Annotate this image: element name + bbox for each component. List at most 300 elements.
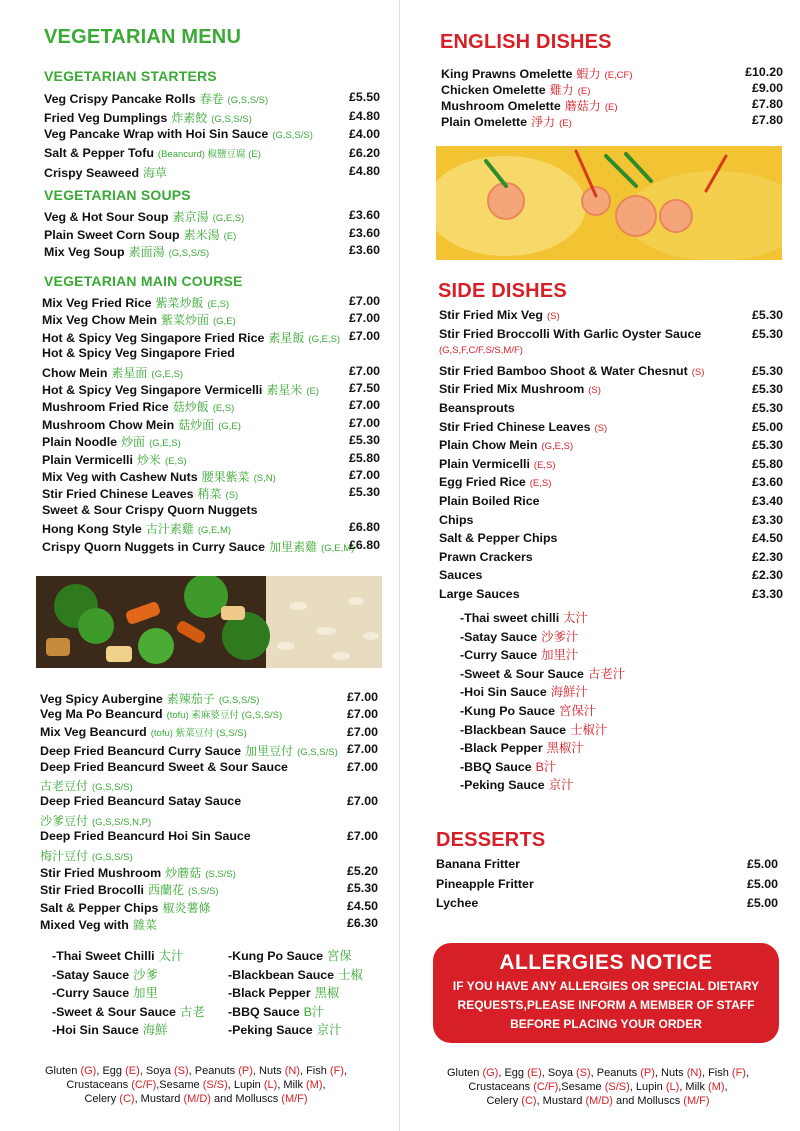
sauce-option-chinese-name: B汁: [535, 759, 557, 774]
menu-item-name: Veg Ma Po Beancurd: [40, 707, 163, 722]
allergies-notice-line1: IF YOU HAVE ANY ALLERGIES OR SPECIAL DIETARY: [452, 979, 760, 993]
allergen-name: ,: [322, 1079, 326, 1091]
sauce-option-name: -Peking Sauce: [460, 778, 545, 793]
sauce-option-name: -Curry Sauce: [460, 648, 538, 663]
menu-item: [40, 899, 210, 917]
menu-item-price: £2.30: [751, 568, 783, 583]
menu-item: [439, 401, 515, 419]
allergies-notice: [433, 943, 779, 1043]
menu-item-name: Egg Fried Rice: [439, 475, 526, 490]
sauce-option-name: -Peking Sauce: [228, 1023, 313, 1037]
menu-item-allergen-codes: (S): [588, 385, 601, 397]
menu-item-chinese-name: 海草: [143, 166, 168, 180]
menu-item-allergen-codes: (E,S): [207, 299, 230, 310]
menu-item-price: £3.30: [751, 587, 783, 601]
sauce-option: [460, 738, 584, 756]
menu-item-name: Crispy Quorn Nuggets in Curry Sauce: [42, 539, 266, 554]
sauce-option: [460, 664, 625, 682]
menu-item-allergen-codes: (E): [577, 86, 591, 97]
menu-item-price: £7.00: [346, 794, 378, 809]
menu-item-chinese-name: 古汁素雞: [145, 522, 194, 537]
menu-item-price: £7.00: [348, 328, 380, 343]
menu-item: [42, 416, 241, 434]
menu-item-name: Deep Fried Beancurd Curry Sauce: [40, 744, 242, 759]
menu-item-allergen-codes: (E,S): [533, 459, 556, 471]
menu-item-name: Large Sauces: [439, 587, 520, 601]
allergen-name: Celery: [486, 1095, 522, 1107]
allergen-legend-lines-right: [428, 1066, 768, 1108]
menu-item-chinese-name: 西蘭花: [147, 883, 184, 898]
menu-item-chinese-name: 紫菜炒面: [160, 313, 209, 328]
main-course-heading: VEGETARIAN MAIN COURSE: [44, 273, 243, 289]
menu-item: [42, 485, 238, 503]
sauce-option: [52, 1002, 205, 1020]
menu-item-chinese-name: 炒面: [121, 435, 146, 450]
menu-item-chinese-name: 古老豆付: [40, 779, 89, 793]
allergen-code: (P): [238, 1065, 253, 1077]
menu-item-chinese-name: 素星飯: [268, 330, 305, 345]
menu-item-chinese-name: 春卷: [199, 92, 224, 106]
menu-item-allergen-codes: (S): [225, 490, 239, 502]
allergen-legend-line: [26, 1092, 366, 1106]
menu-item-allergen-codes: (G,S,S/S,N,P): [92, 816, 152, 828]
menu-item: [40, 690, 259, 708]
allergen-code: (M/F): [683, 1095, 710, 1107]
allergen-name: , Mustard: [134, 1093, 184, 1105]
menu-item-price: £7.80: [751, 97, 783, 111]
menu-item-name: Mix Veg Soup: [44, 245, 125, 259]
menu-item-name: Veg Spicy Aubergine: [40, 692, 163, 706]
menu-item-allergen-codes: (E): [559, 118, 572, 129]
menu-item: [40, 794, 241, 812]
menu-item-allergen-codes: (G,E,S): [149, 438, 181, 450]
menu-item-name: Mix Veg Fried Rice: [42, 296, 152, 310]
sauce-option-name: -Blackbean Sauce: [228, 967, 335, 982]
menu-item-price: £3.60: [751, 475, 783, 490]
menu-item: [439, 568, 482, 586]
menu-item: [42, 381, 319, 399]
menu-item-chinese-name: 紫菜炒飯: [155, 296, 204, 310]
menu-item-name: Sweet & Sour Crispy Quorn Nuggets: [42, 502, 258, 517]
menu-item-allergen-codes: (G,S,S/S): [272, 130, 313, 141]
menu-item: [439, 382, 601, 400]
sauce-option-name: -Kung Po Sauce: [460, 704, 556, 718]
sauce-option-name: -BBQ Sauce: [460, 759, 532, 774]
sauce-option-name: -Thai sweet chilli: [460, 611, 560, 625]
menu-item: [439, 587, 520, 605]
allergen-code: (E): [527, 1067, 542, 1079]
menu-item-allergen-codes: (G,E,S): [212, 213, 245, 224]
menu-item-name: Stir Fried Broccolli With Garlic Oyster Sauce: [439, 326, 702, 341]
sauce-option-name: -Thai Sweet Chilli: [52, 949, 155, 963]
menu-item-chinese-name: 雜菜: [132, 918, 157, 933]
menu-item-price: £4.00: [348, 127, 380, 141]
menu-item-price: £5.00: [746, 896, 778, 910]
menu-item-name: Banana Fritter: [436, 857, 520, 871]
menu-item-name: Stir Fried Mushroom: [40, 866, 162, 880]
sauce-option-chinese-name: 古老汁: [587, 666, 626, 681]
menu-item-name: King Prawns Omelette: [441, 67, 573, 81]
allergen-code: (M/D): [183, 1093, 211, 1105]
menu-item: [42, 538, 354, 556]
allergen-code: (E): [125, 1065, 140, 1077]
sauce-option-name: -Sweet & Sour Sauce: [460, 666, 584, 681]
menu-item-allergen-codes: (E,S): [529, 478, 552, 490]
sauce-option-name: -Kung Po Sauce: [228, 949, 324, 963]
allergies-notice-line2: REQUESTS,PLEASE INFORM A MEMBER OF STAFF: [457, 998, 755, 1012]
sauce-option-chinese-name: 士椒汁: [570, 722, 608, 737]
menu-item-chinese-name: 椒炎薯條: [162, 900, 211, 915]
menu-item-allergen-codes: (G,E): [213, 316, 236, 328]
sauce-option: [228, 983, 339, 1001]
allergen-name: , Soya: [541, 1067, 576, 1079]
allergen-name: , Egg: [96, 1065, 126, 1077]
menu-item-chinese-name: 素京湯: [172, 210, 209, 224]
menu-item-allergen-codes: (S): [594, 422, 608, 434]
allergen-name: , Mustard: [536, 1095, 586, 1107]
menu-item-price: £5.30: [751, 326, 783, 341]
menu-item-price: £4.80: [348, 108, 380, 123]
allergen-code: (L): [263, 1079, 278, 1091]
menu-item-price: £5.30: [348, 485, 380, 500]
menu-item: [44, 243, 209, 261]
menu-item: [40, 916, 157, 934]
allergen-legend-right: [428, 1066, 768, 1108]
menu-item-name: Plain Sweet Corn Soup: [44, 227, 180, 242]
allergen-name: , Peanuts: [590, 1067, 641, 1079]
menu-item: [44, 226, 236, 244]
menu-item-price: £5.00: [746, 857, 778, 871]
allergen-name: Gluten: [446, 1067, 483, 1079]
allergen-code: (M): [708, 1081, 725, 1093]
menu-item-price: £5.30: [751, 363, 783, 378]
menu-item-name: Plain Vermicelli: [439, 456, 530, 471]
menu-item: [40, 777, 133, 795]
sauce-option-chinese-name: 京汁: [316, 1023, 342, 1037]
menu-item-allergen-codes: (G,S,S/S): [227, 95, 269, 106]
allergen-code: (G): [80, 1065, 97, 1077]
menu-item-price: £4.80: [348, 164, 380, 178]
menu-item-chinese-name: 腰果紫菜: [201, 470, 250, 484]
menu-item-name: Plain Vermicelli: [42, 452, 133, 467]
sauce-option-chinese-name: 海鮮汁: [550, 685, 588, 700]
sauce-option: [460, 775, 573, 793]
menu-item-chinese-name: 淨力: [531, 115, 556, 129]
prawn-omelette-photo: [436, 146, 782, 260]
allergen-code: (M/F): [281, 1093, 308, 1105]
menu-item-name: Chow Mein: [42, 365, 108, 380]
menu-item-name: Salt & Pepper Chips: [439, 531, 558, 546]
menu-item-price: £7.00: [348, 363, 380, 378]
menu-item-allergen-codes: (G,S,S/S): [168, 248, 210, 259]
menu-item-chinese-name: 素米湯: [183, 227, 220, 242]
allergen-legend-line: [26, 1078, 366, 1092]
desserts-heading: DESSERTS: [436, 829, 546, 851]
menu-item-allergen-codes: (E): [604, 102, 618, 113]
menu-item-name: Crispy Seaweed: [44, 166, 140, 180]
allergies-notice-line3: BEFORE PLACING YOUR ORDER: [510, 1017, 702, 1031]
allergen-code: (C): [521, 1095, 537, 1107]
soups-heading: VEGETARIAN SOUPS: [44, 187, 191, 203]
menu-item: [42, 329, 340, 347]
allergen-name: , Fish: [701, 1067, 732, 1079]
vegetarian-menu-title: VEGETARIAN MENU: [44, 26, 242, 48]
allergen-code: (C/F): [533, 1081, 559, 1093]
menu-item: [44, 146, 261, 164]
menu-item: [436, 857, 520, 875]
menu-item-price: £7.00: [346, 742, 378, 757]
menu-item-name: Plain Noodle: [42, 435, 118, 450]
menu-item-name: Chips: [439, 512, 474, 527]
menu-item-price: £7.00: [348, 468, 380, 482]
menu-item-price: £7.00: [348, 311, 380, 326]
allergen-name: ,: [343, 1065, 348, 1077]
menu-item-price: £5.80: [348, 450, 380, 465]
sauce-option-name: -Satay Sauce: [460, 629, 538, 644]
side-dishes-heading: SIDE DISHES: [438, 280, 567, 302]
sauce-option-name: -Black Pepper: [228, 986, 311, 1000]
menu-item-chinese-name: 菇炒飯: [172, 400, 209, 415]
allergen-name: ,: [745, 1067, 750, 1079]
sauce-option-chinese-name: 宮保汁: [559, 704, 597, 718]
allergies-notice-title: ALLERGIES NOTICE: [499, 951, 713, 974]
sauce-option-name: -Satay Sauce: [52, 967, 130, 982]
menu-item-price: £7.00: [346, 759, 378, 774]
vegetable-stirfry-photo: [36, 576, 382, 668]
menu-item-chinese-name: 素面湯: [128, 245, 165, 259]
allergen-code: (M): [306, 1079, 323, 1091]
menu-item: [42, 520, 231, 538]
menu-item: [439, 457, 556, 475]
menu-item-chinese-name: 素星面: [111, 365, 148, 380]
menu-item-price: £2.30: [751, 549, 783, 564]
menu-item-allergen-codes: (S,S/S): [205, 869, 236, 880]
menu-item: [44, 208, 244, 226]
menu-item-chinese-name: 梅汁豆付: [40, 848, 89, 863]
menu-item: [42, 398, 234, 416]
sauce-option-name: -Blackbean Sauce: [460, 722, 567, 737]
menu-item: [44, 109, 252, 127]
allergen-legend: [26, 1064, 366, 1106]
allergen-code: (M/D): [585, 1095, 613, 1107]
sauce-option: [460, 701, 596, 719]
sauce-option: [460, 608, 588, 626]
menu-item-price: £5.30: [751, 401, 783, 415]
menu-item: [436, 896, 478, 914]
menu-item-name: Plain Omelette: [441, 115, 528, 129]
menu-item-name: Plain Chow Mein: [439, 438, 538, 453]
allergen-name: , Nuts: [252, 1065, 285, 1077]
allergen-name: and Molluscs: [612, 1095, 684, 1107]
menu-item-chinese-name: 炒蘑菇: [165, 866, 202, 880]
menu-item-price: £6.80: [348, 520, 380, 535]
allergen-code: (C/F): [131, 1079, 157, 1091]
menu-item-name: Mix Veg Beancurd: [40, 724, 147, 739]
menu-item-name: Mushroom Fried Rice: [42, 400, 169, 415]
menu-item: [40, 760, 288, 778]
sauce-option-chinese-name: 太汁: [158, 949, 184, 963]
menu-item: [42, 311, 236, 329]
allergen-code: (G): [482, 1067, 499, 1079]
sauce-option: [460, 627, 578, 645]
sauce-option-name: -Sweet & Sour Sauce: [52, 1004, 176, 1019]
menu-item-allergen-codes: (G,S,S/S): [92, 782, 133, 793]
menu-item-name: Mix Veg Chow Mein: [42, 313, 157, 328]
menu-item-price: £5.00: [751, 419, 783, 434]
menu-item-allergen-codes: (S,S/S): [187, 886, 219, 898]
menu-item-allergen-codes: (S,N): [253, 473, 276, 484]
allergen-legend-line: [428, 1066, 768, 1080]
menu-item-chinese-name: 蘑菇力: [564, 99, 601, 113]
menu-item-chinese-name: 菇炒面: [178, 417, 215, 432]
menu-item-price: £5.30: [751, 438, 783, 453]
menu-item-name: Deep Fried Beancurd Sweet & Sour Sauce: [40, 759, 288, 774]
menu-item-price: £7.00: [346, 707, 378, 722]
menu-item-name: Plain Boiled Rice: [439, 494, 540, 508]
allergen-name: , Lupin: [227, 1079, 264, 1091]
menu-item: [42, 433, 181, 451]
menu-item: [439, 550, 533, 568]
menu-item-chinese-name: 炒米: [136, 452, 161, 467]
menu-item: [42, 294, 229, 312]
menu-item-chinese-name: 素星米: [266, 383, 303, 397]
menu-item-price: £5.50: [348, 90, 380, 104]
menu-item-price: £9.00: [751, 81, 783, 95]
menu-item-name: Veg Pancake Wrap with Hoi Sin Sauce: [44, 127, 269, 141]
menu-item-name: Mix Veg with Cashew Nuts: [42, 470, 198, 484]
menu-item-allergen-codes: (E,CF): [604, 70, 633, 81]
menu-item-price: £5.00: [746, 876, 778, 891]
menu-item-allergen-codes: (G,S,S/S): [297, 747, 338, 759]
menu-item: [439, 364, 704, 382]
menu-item-name: Hot & Spicy Veg Singapore Vermicelli: [42, 383, 263, 397]
sauce-option: [52, 965, 158, 983]
menu-item-allergen-codes: (G,S,S/S): [92, 851, 133, 863]
sauce-option-chinese-name: 沙爹汁: [541, 629, 579, 644]
menu-item-allergen-codes: (G,E,S): [151, 368, 184, 380]
menu-item-name: Hot & Spicy Veg Singapore Fried: [42, 346, 235, 361]
menu-item: [42, 451, 187, 469]
menu-item-name: Salt & Pepper Tofu: [44, 145, 154, 160]
menu-item: [439, 494, 540, 512]
menu-item-name: Deep Fried Beancurd Satay Sauce: [40, 794, 242, 809]
menu-item-allergen-codes: (G,S,F,C/F,S/S,M/F): [439, 345, 523, 357]
sauce-option: [228, 1002, 324, 1020]
menu-item-price: £7.80: [751, 113, 783, 127]
allergen-legend-line: [428, 1080, 768, 1094]
menu-item-price: £3.60: [348, 243, 380, 257]
menu-item-chinese-name: 加里豆付: [245, 744, 294, 759]
menu-item-name: Stir Fried Mix Mushroom: [439, 382, 585, 397]
menu-item-chinese-name: 沙爹豆付: [40, 813, 89, 828]
menu-item-allergen-codes: (E,S): [164, 455, 187, 467]
menu-item-name: Mushroom Omelette: [441, 99, 561, 113]
sauce-option: [460, 645, 578, 663]
allergen-code: (S): [174, 1065, 189, 1077]
allergen-name: , Nuts: [654, 1067, 687, 1079]
sauce-option-chinese-name: 加里汁: [541, 648, 579, 663]
menu-item-price: £10.20: [745, 65, 783, 79]
allergen-name: ,Sesame: [558, 1081, 605, 1093]
allergen-name: , Milk: [277, 1079, 307, 1091]
allergen-name: ,Sesame: [156, 1079, 203, 1091]
menu-item-name: Chicken Omelette: [441, 83, 546, 97]
allergen-code: (C): [119, 1093, 135, 1105]
sauce-option: [228, 946, 352, 964]
menu-item: [44, 90, 268, 108]
menu-item: [40, 742, 338, 760]
menu-item-price: £7.50: [348, 381, 380, 395]
menu-item: [439, 308, 560, 326]
menu-item-price: £6.30: [346, 916, 378, 931]
allergen-code: (N): [686, 1067, 702, 1079]
menu-item: [439, 531, 557, 549]
allergen-name: , Soya: [139, 1065, 174, 1077]
menu-item-price: £7.00: [346, 724, 378, 739]
menu-item-name: Mixed Veg with: [40, 918, 129, 933]
sauce-option-name: -Black Pepper: [460, 741, 543, 756]
allergen-name: , Egg: [498, 1067, 528, 1079]
sauce-option-chinese-name: 太汁: [563, 611, 588, 625]
allergen-name: , Lupin: [629, 1081, 666, 1093]
menu-item: [439, 345, 523, 363]
sauce-option-chinese-name: 沙爹: [133, 967, 158, 982]
menu-item-allergen-codes: (E,S): [212, 403, 235, 415]
menu-item: [40, 707, 282, 725]
sauce-option-chinese-name: 加里: [133, 986, 158, 1000]
allergen-legend-line: [26, 1064, 366, 1078]
allergen-name: ,: [724, 1081, 728, 1093]
menu-item-allergen-codes: (G,S,S/S): [211, 113, 252, 125]
menu-item-price: £5.30: [348, 433, 380, 448]
menu-item-allergen-codes: (S): [546, 311, 560, 322]
sauce-option: [52, 946, 183, 964]
menu-item-allergen-codes: (tofu) 素麻婆豆付 (G,S,S/S): [166, 710, 283, 722]
menu-item: [439, 513, 473, 531]
sauce-option: [52, 1020, 168, 1038]
menu-item: [44, 127, 313, 145]
menu-item-price: £7.00: [346, 690, 378, 704]
menu-item: [40, 847, 133, 865]
allergen-name: Crustaceans: [66, 1079, 132, 1091]
menu-item-chinese-name: 加里素雞: [269, 539, 318, 554]
menu-item-price: £3.60: [348, 225, 380, 240]
menu-item: [40, 812, 151, 830]
menu-item-price: £3.40: [751, 494, 783, 508]
menu-item-chinese-name: 素辣茄子: [166, 692, 215, 706]
allergen-legend-lines: [26, 1064, 366, 1106]
sauce-option: [228, 1020, 341, 1038]
menu-item-price: £7.00: [348, 294, 380, 308]
allergen-code: (S): [576, 1067, 591, 1079]
menu-item-allergen-codes: (G,E,M): [197, 525, 232, 537]
menu-item-name: Lychee: [436, 896, 479, 910]
menu-item: [40, 864, 236, 882]
english-dishes-heading: ENGLISH DISHES: [440, 31, 612, 53]
menu-item-name: Stir Fried Chinese Leaves: [42, 487, 194, 502]
menu-item: [42, 346, 235, 364]
allergen-code: (S/S): [202, 1079, 228, 1091]
menu-item: [44, 164, 167, 182]
menu-item-chinese-name: 雞力: [549, 83, 574, 97]
menu-item-price: £3.60: [348, 208, 380, 222]
menu-item-price: £7.00: [348, 415, 380, 430]
allergen-name: Crustaceans: [468, 1081, 534, 1093]
sauce-option-name: -Hoi Sin Sauce: [460, 685, 547, 700]
sauce-option: [460, 682, 588, 700]
sauce-option-chinese-name: 古老: [179, 1004, 205, 1019]
menu-item-allergen-codes: (E): [306, 386, 320, 397]
